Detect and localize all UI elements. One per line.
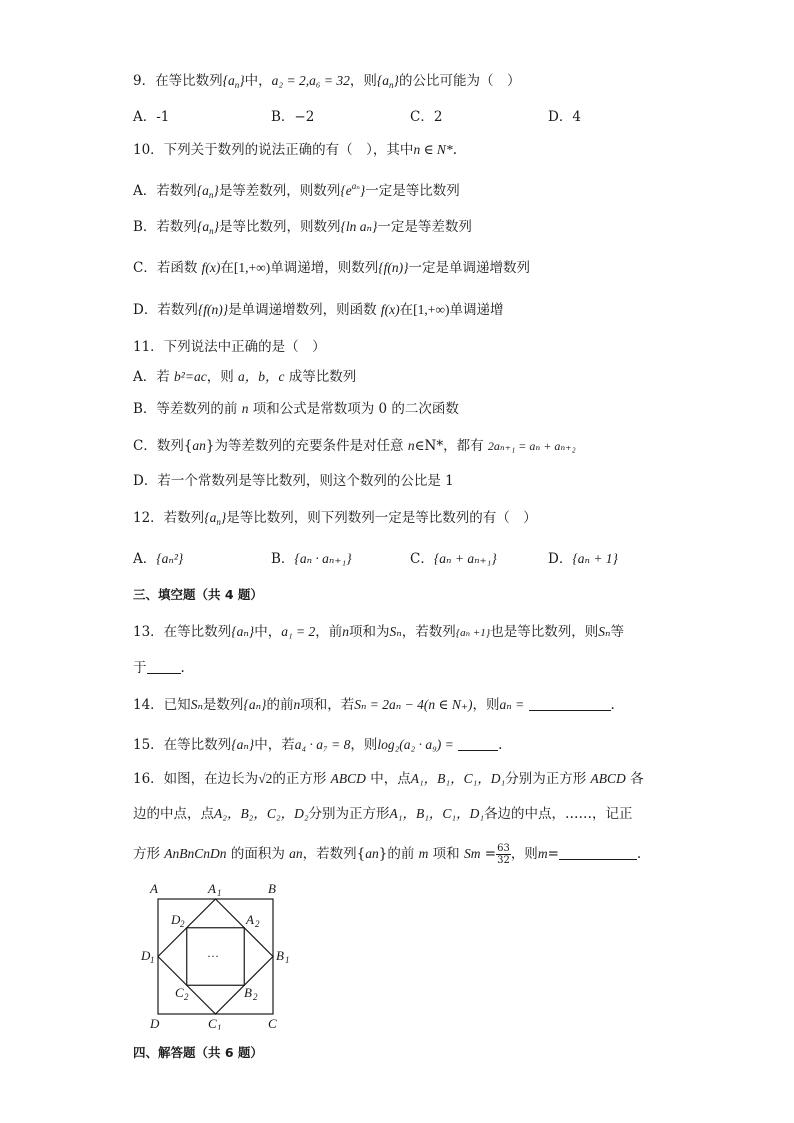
label-b1: B	[276, 948, 284, 963]
q9-option-b: B．−2	[271, 109, 315, 125]
q10-stem: 10．下列关于数列的说法正确的有（ ），其中n ∈ N*.	[133, 142, 457, 158]
q9-option-d: D．4	[548, 109, 581, 125]
label-c2-sub: 2	[184, 992, 189, 1002]
q10-option-c: C．若函数 f(x)在[1,+∞)单调递增，则数列{f(n)}一定是单调递增数列	[133, 260, 531, 276]
label-d1: D	[141, 948, 151, 963]
label-a: A	[150, 881, 158, 896]
q13-answer-line: 于 .	[133, 660, 185, 676]
label-d2-sub: 2	[180, 919, 185, 929]
q14-answer-blank[interactable]	[529, 696, 611, 711]
q16-line-3: 方形 AnBnCnDn 的面积为 an，若数列{an}的前 m 项和 Sm = $\frac{63}{32}$ ，则m= .	[133, 843, 642, 866]
label-d2: D	[171, 912, 181, 927]
ellipsis-dots: ···	[207, 949, 219, 963]
label-c2: C	[175, 985, 184, 1000]
label-a2-sub: 2	[255, 919, 260, 929]
q16-line-1: 16．如图，在边长为√2的正方形 ABCD 中，点A₁，B₁，C₁，D₁分别为正方形 ABCD 各	[133, 771, 644, 787]
label-c1-sub: 1	[217, 1023, 222, 1030]
q13-stem: 13．在等比数列{aₙ}中，a₁ = 2，前n项和为Sₙ，若数列{aₙ +1}也是等比数列，则Sₙ等	[133, 624, 624, 640]
q11-option-c: C．数列{an}为等差数列的充要条件是对任意 n∈N*，都有 2aₙ₊₁ = aₙ + aₙ₊₂	[133, 438, 576, 454]
label-a1: A	[208, 881, 216, 896]
label-a2: A	[246, 912, 254, 927]
q9-stem: 9．在等比数列$\{a_n\}$中，a₂ = 2,a₆ = 32，则$\{a_n\}$的公比可能为（ ）	[133, 73, 521, 90]
q10-option-a: A．若数列$\{a_n\}$是等差数列，则数列$\{e^{a_n}\}$一定是等比数列	[133, 181, 460, 200]
q12-option-a: A．{aₙ²}	[133, 551, 184, 567]
q10-option-d: D．若数列{f(n)}是单调递增数列，则函数 f(x)在[1,+∞)单调递增	[133, 302, 504, 318]
label-b: B	[268, 881, 276, 896]
q9-option-c: C．2	[410, 109, 443, 125]
q12-option-b: B．{aₙ · aₙ₊₁}	[271, 551, 352, 567]
q11-option-a: A．若 b²=ac，则 a，b，c 成等比数列	[133, 369, 357, 385]
nested-squares-figure	[138, 878, 298, 1030]
q15-stem: 15．在等比数列{aₙ}中，若a₄ · a₇ = 8，则log₂(a₂ · a₉) = .	[133, 737, 503, 753]
q16-line-2: 边的中点，点A₂，B₂，C₂，D₂分别为正方形A₁，B₁，C₁，D₁各边的中点，……，记正	[133, 806, 633, 822]
q11-option-b: B．等差数列的前 n 项和公式是常数项为 0 的二次函数	[133, 401, 459, 417]
q12-stem: 12．若数列$\{a_n\}$是等比数列，则下列数列一定是等比数列的有（ ）	[133, 510, 537, 527]
q11-option-d: D．若一个常数列是等比数列，则这个数列的公比是 1	[133, 473, 454, 489]
label-d1-sub: 1	[150, 955, 155, 965]
label-a1-sub: 1	[217, 888, 222, 898]
q9-option-a: A．-1	[133, 109, 170, 125]
q12-option-c: C．{aₙ + aₙ₊₁}	[410, 551, 497, 567]
q13-answer-blank[interactable]	[147, 659, 181, 674]
label-b2: B	[244, 985, 252, 1000]
q10-option-b: B．若数列$\{a_n\}$是等比数列，则数列{ln aₙ}一定是等差数列	[133, 219, 472, 236]
q14-stem: 14．已知Sₙ是数列{aₙ}的前n项和，若Sₙ = 2aₙ − 4(n ∈ N₊)，则aₙ = .	[133, 697, 615, 713]
q12-option-d: D．{aₙ + 1}	[548, 551, 618, 567]
label-c: C	[268, 1016, 277, 1030]
q15-answer-blank[interactable]	[458, 736, 498, 751]
label-b2-sub: 2	[253, 992, 258, 1002]
section-heading-solutions: 四、解答题（共 6 题）	[133, 1045, 263, 1060]
section-heading-fill-in: 三、填空题（共 4 题）	[133, 587, 263, 602]
label-c1: C	[208, 1016, 217, 1030]
fraction-63-32: $\frac{63}{32}$	[497, 843, 510, 866]
label-b1-sub: 1	[285, 955, 290, 965]
q16-answer-blank[interactable]	[559, 845, 637, 860]
label-d: D	[150, 1016, 160, 1030]
q11-stem: 11．下列说法中正确的是（ ）	[133, 339, 326, 355]
